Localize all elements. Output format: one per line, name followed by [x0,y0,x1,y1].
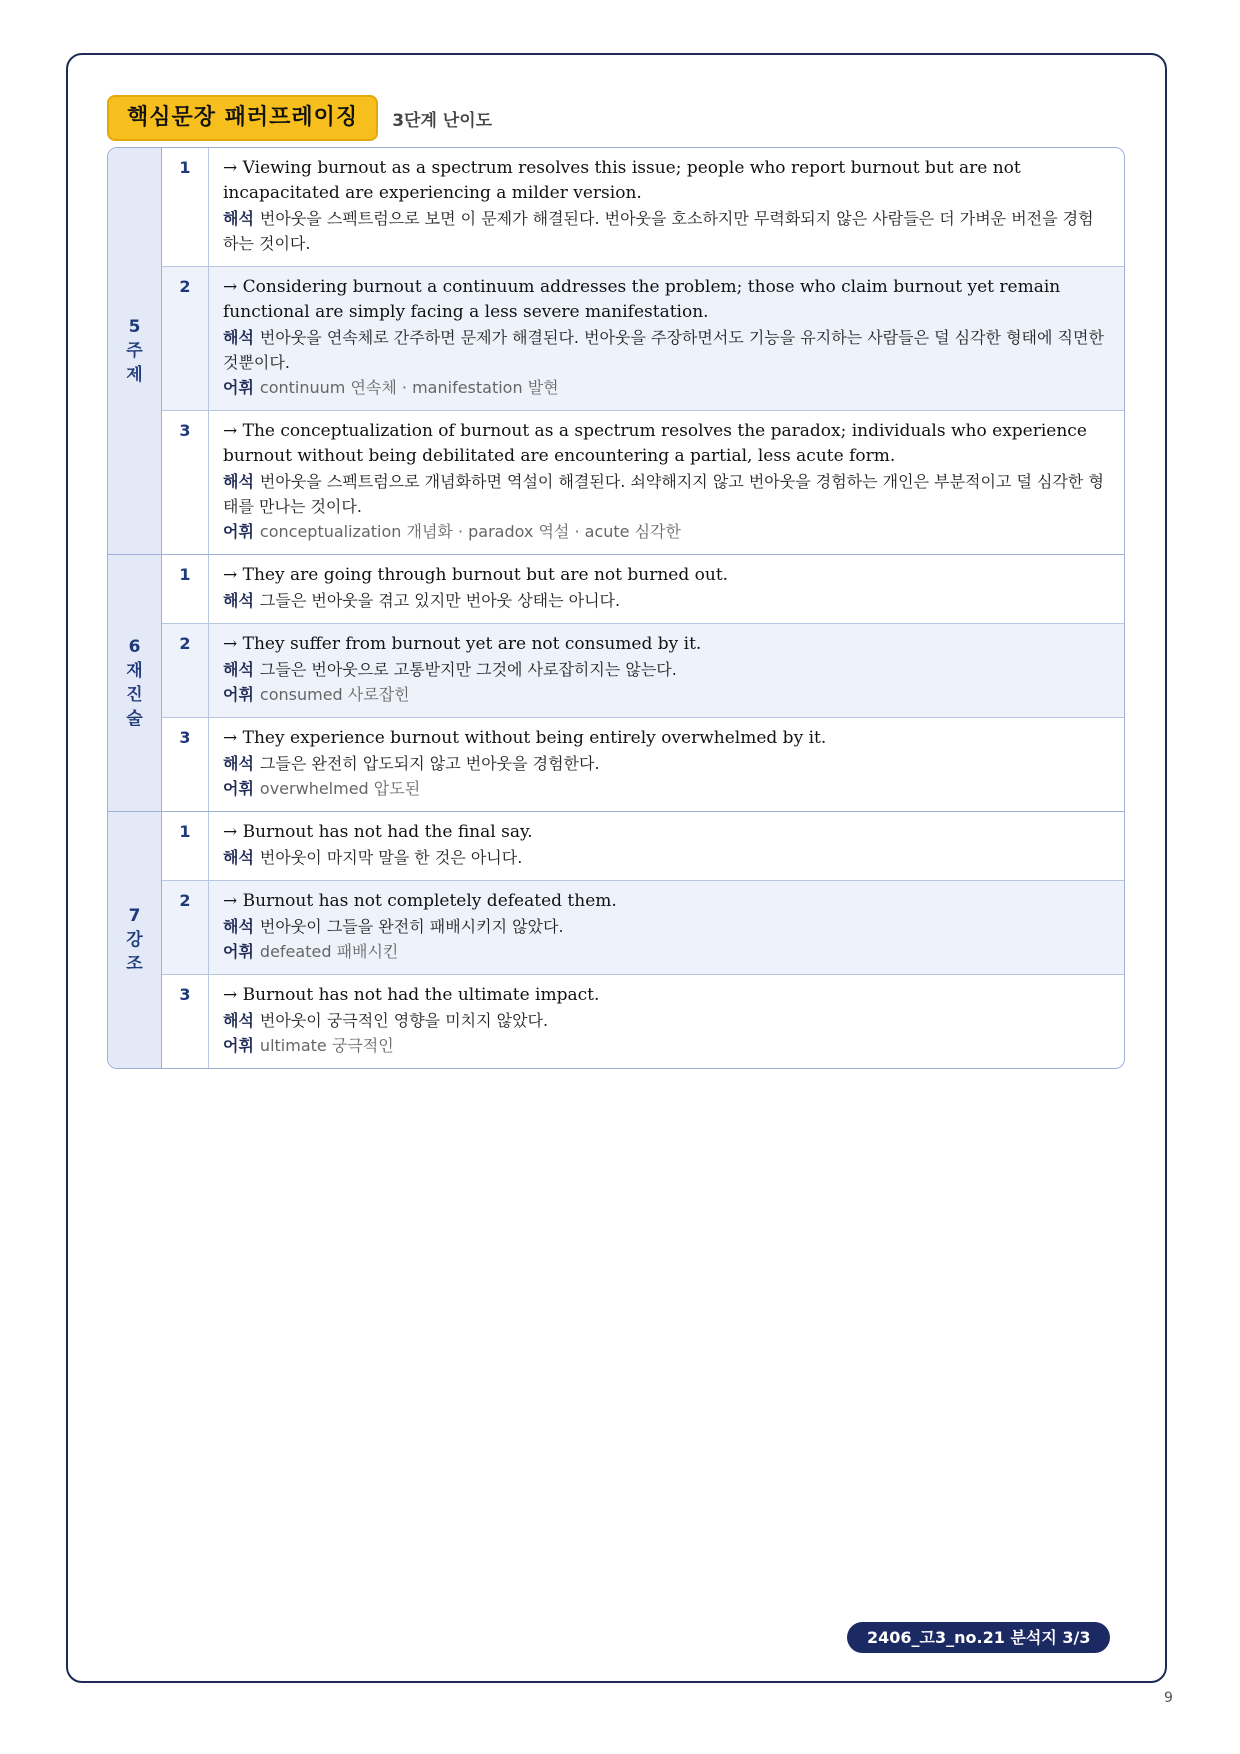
table-row [162,624,1124,718]
vocab-text: defeated 패배시킨 [259,942,399,961]
row-number: 2 [162,267,209,410]
row-number: 2 [162,624,209,717]
translation-line [223,206,1108,256]
section-group [108,812,1124,1068]
section-title: 핵심문장 패러프레이징 [107,95,378,141]
translation-tag: 해석 [223,1011,254,1030]
group-name-char: 재 [126,661,143,681]
paraphrase-sentence: → Burnout has not had the ultimate impact. [223,985,600,1005]
table-row [162,975,1124,1068]
difficulty-level: 3단계 난이도 [392,110,493,131]
table-row [162,148,1124,267]
page-number: 9 [1164,1690,1173,1706]
translation-text: 그들은 번아웃을 겪고 있지만 번아웃 상태는 아니다. [259,591,621,610]
row-number: 3 [162,975,209,1068]
vocab-tag: 어휘 [223,378,254,397]
vocab-text: ultimate 궁극적인 [259,1036,394,1055]
paraphrase-sentence: → Burnout has not completely defeated them. [223,891,617,911]
group-name-char: 진 [126,685,143,705]
vocab-line [223,375,1108,400]
translation-text: 그들은 완전히 압도되지 않고 번아웃을 경험한다. [259,754,600,773]
row-number: 1 [162,812,209,880]
group-label [108,812,162,1068]
translation-text: 그들은 번아웃으로 고통받지만 그것에 사로잡히지는 않는다. [259,660,677,679]
row-content [209,812,1124,880]
row-content [209,555,1124,623]
translation-tag: 해석 [223,472,254,491]
paraphrase-table [107,147,1125,1069]
row-number: 3 [162,718,209,811]
translation-tag: 해석 [223,917,254,936]
translation-tag: 해석 [223,754,254,773]
vocab-line [223,519,1108,544]
translation-line [223,657,1108,682]
translation-text: 번아웃이 그들을 완전히 패배시키지 않았다. [259,917,564,936]
translation-line [223,325,1108,375]
translation-tag: 해석 [223,591,254,610]
table-row [162,267,1124,411]
group-label [108,555,162,811]
translation-line [223,1008,1108,1033]
paraphrase-sentence: → Viewing burnout as a spectrum resolves this issue; people who report burnout but are not incapacitated are experiencing a milder version. [223,158,1021,203]
group-name-char: 조 [126,954,143,974]
vocab-tag: 어휘 [223,779,254,798]
translation-line [223,751,1108,776]
translation-line [223,845,1108,870]
row-content [209,411,1124,554]
section-group [108,148,1124,555]
section-group [108,555,1124,812]
group-name-char: 술 [126,709,143,729]
translation-text: 번아웃이 궁극적인 영향을 미치지 않았다. [259,1011,549,1030]
row-number: 1 [162,555,209,623]
vocab-tag: 어휘 [223,942,254,961]
vocab-tag: 어휘 [223,685,254,704]
paraphrase-sentence: → Burnout has not had the final say. [223,822,533,842]
translation-tag: 해석 [223,209,254,228]
section-header [107,95,492,141]
translation-tag: 해석 [223,328,254,347]
group-name-char: 강 [126,930,143,950]
vocab-tag: 어휘 [223,1036,254,1055]
row-content [209,624,1124,717]
translation-tag: 해석 [223,660,254,679]
paraphrase-sentence: → They suffer from burnout yet are not consumed by it. [223,634,702,654]
translation-tag: 해석 [223,848,254,867]
group-name-char: 주 [126,341,143,361]
document-id-badge: 2406_고3_no.21 분석지 3/3 [847,1622,1110,1653]
paraphrase-sentence: → Considering burnout a continuum addresses the problem; those who claim burnout yet remain functional are simply facing a less severe manifestation. [223,277,1061,322]
row-content [209,718,1124,811]
table-row [162,718,1124,811]
vocab-line [223,682,1108,707]
table-row [162,812,1124,881]
translation-line [223,469,1108,519]
row-number: 2 [162,881,209,974]
table-row [162,881,1124,975]
group-number: 7 [128,906,141,926]
group-number: 6 [128,637,141,657]
paraphrase-sentence: → They experience burnout without being entirely overwhelmed by it. [223,728,827,748]
translation-text: 번아웃을 스펙트럼으로 개념화하면 역설이 해결된다. 쇠약해지지 않고 번아웃을 경험하는 개인은 부분적이고 덜 심각한 형태를 만나는 것이다. [223,472,1104,516]
row-number: 3 [162,411,209,554]
vocab-line [223,1033,1108,1058]
translation-line [223,914,1108,939]
vocab-line [223,939,1108,964]
vocab-text: conceptualization 개념화 · paradox 역설 · acute 심각한 [259,522,681,541]
row-content [209,267,1124,410]
vocab-tag: 어휘 [223,522,254,541]
translation-text: 번아웃이 마지막 말을 한 것은 아니다. [259,848,523,867]
paraphrase-sentence: → The conceptualization of burnout as a spectrum resolves the paradox; individuals who experience burnout without being debilitated are encountering a partial, less acute form. [223,421,1087,466]
translation-line [223,588,1108,613]
table-row [162,411,1124,554]
paraphrase-sentence: → They are going through burnout but are not burned out. [223,565,729,585]
table-row [162,555,1124,624]
group-label [108,148,162,554]
translation-text: 번아웃을 스펙트럼으로 보면 이 문제가 해결된다. 번아웃을 호소하지만 무력화되지 않은 사람들은 더 가벼운 버전을 경험하는 것이다. [223,209,1094,253]
vocab-line [223,776,1108,801]
row-content [209,881,1124,974]
row-number: 1 [162,148,209,266]
translation-text: 번아웃을 연속체로 간주하면 문제가 해결된다. 번아웃을 주장하면서도 기능을 유지하는 사람들은 덜 심각한 형태에 직면한 것뿐이다. [223,328,1104,372]
vocab-text: continuum 연속체 · manifestation 발현 [259,378,559,397]
group-name-char: 제 [126,365,143,385]
vocab-text: overwhelmed 압도된 [259,779,421,798]
row-content [209,148,1124,266]
vocab-text: consumed 사로잡힌 [259,685,410,704]
row-content [209,975,1124,1068]
group-number: 5 [128,317,141,337]
